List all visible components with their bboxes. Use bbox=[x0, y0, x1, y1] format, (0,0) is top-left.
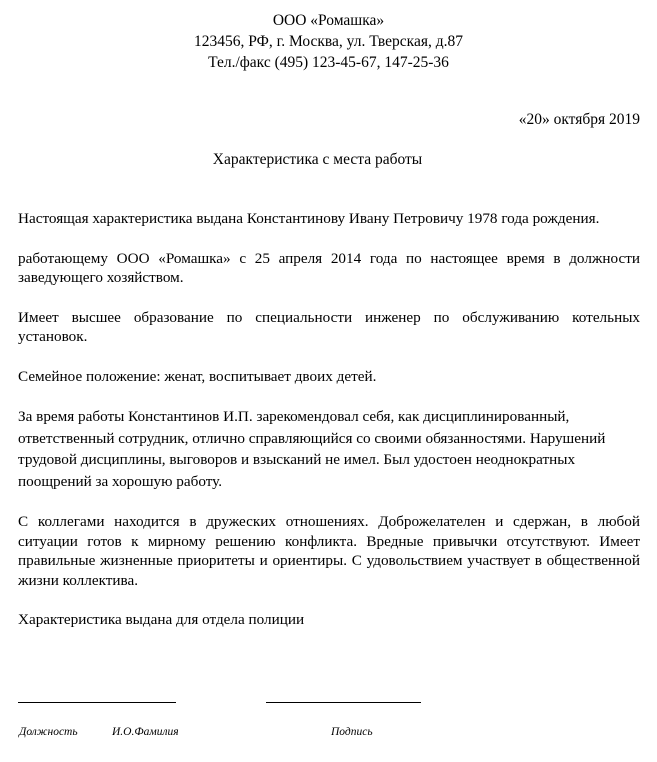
paragraph-purpose: Характеристика выдана для отдела полиции bbox=[18, 611, 305, 628]
signature-block bbox=[18, 690, 638, 746]
letterhead bbox=[0, 0, 657, 73]
paragraph-education: Имеет высшее образование по специальности инженер по обслуживанию котельных установок. bbox=[18, 308, 640, 345]
organization-address: 123456, РФ, г. Москва, ул. Тверская, д.87 bbox=[194, 33, 463, 50]
paragraph-work-record: За время работы Константинов И.П. зарекомендовал себя, как дисциплинированный, ответственный сотрудник, отлично справляющийся со своими обязанностями. Нарушений трудовой дисциплины, выговоров и взысканий не имел. Был удостоен неоднократных поощрений за хорошую работу. bbox=[18, 408, 606, 490]
paragraph-employment: работающему ООО «Ромашка» с 25 апреля 2014 года по настоящее время в должности заведующего хозяйством. bbox=[18, 249, 640, 286]
paragraph-family: Семейное положение: женат, воспитывает двоих детей. bbox=[18, 367, 377, 385]
signature-label-row bbox=[18, 726, 638, 746]
document-body bbox=[0, 209, 657, 630]
organization-phone: Тел./факс (495) 123-45-67, 147-25-36 bbox=[208, 54, 449, 71]
paragraph-personal-qualities: С коллегами находится в дружеских отношениях. Доброжелателен и сдержан, в любой ситуации готов к мирному решению конфликта. Вредные привычки отсутствуют. Имеет правильные жизненные приоритеты и ориентиры. С удовольствием участвует в общественной жизни коллектива. bbox=[18, 513, 640, 589]
document-date: «20» октября 2019 bbox=[518, 111, 640, 128]
signature-rule-signature bbox=[266, 702, 421, 703]
paragraph-intro: Настоящая характеристика выдана Константинову Ивану Петровичу 1978 года рождения. bbox=[18, 210, 600, 227]
signature-label-name: И.О.Фамилия bbox=[112, 726, 179, 738]
document-title: Характеристика с места работы bbox=[212, 151, 423, 168]
signature-label-signature: Подпись bbox=[331, 726, 373, 738]
organization-name: ООО «Ромашка» bbox=[272, 12, 385, 29]
signature-rule-row bbox=[18, 690, 638, 708]
signature-rule-position bbox=[18, 702, 176, 703]
signature-label-position: Должность bbox=[19, 726, 78, 738]
